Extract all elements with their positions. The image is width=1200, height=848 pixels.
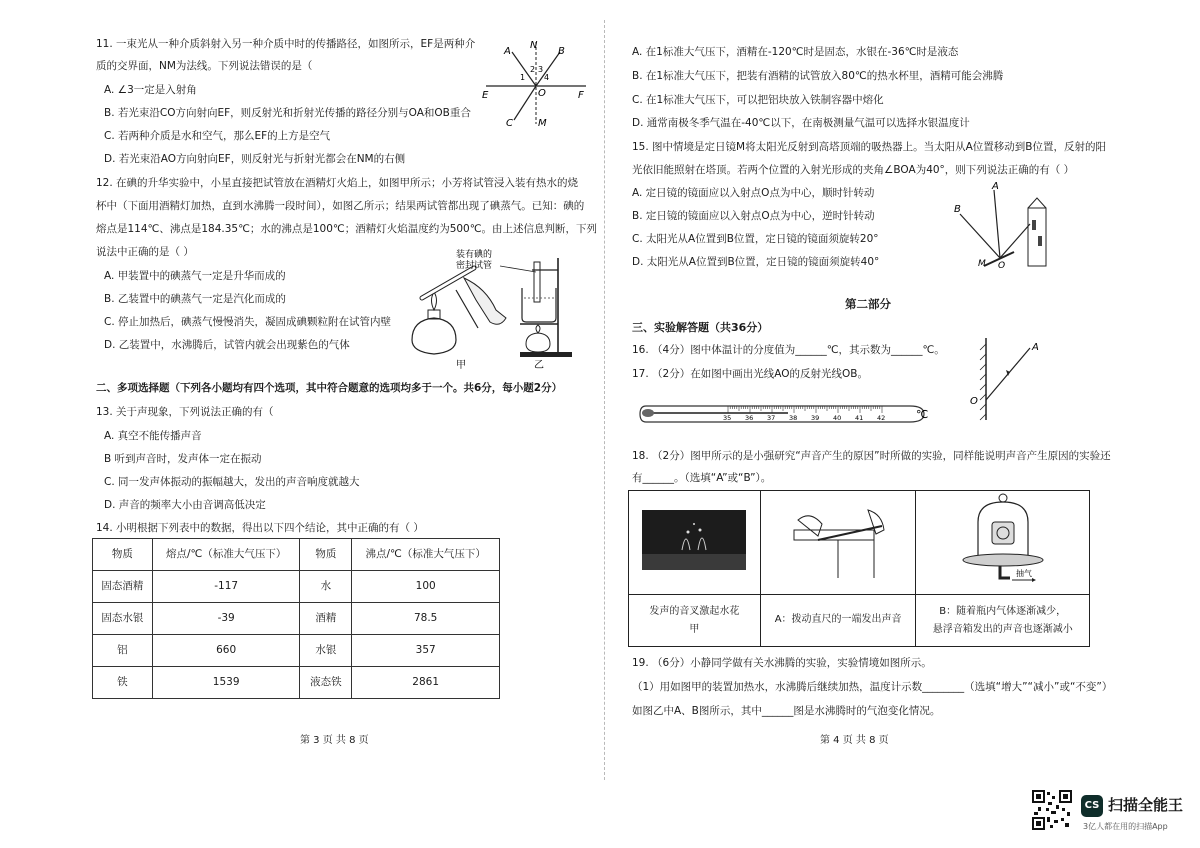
label-O: O	[970, 396, 978, 407]
part-2-title: 第二部分	[845, 297, 891, 311]
thermometer-tick-label: 39	[811, 414, 820, 422]
scanner-brand-name: 扫描全能王	[1108, 796, 1184, 814]
label-C: C	[506, 118, 513, 128]
thermometer-tick-label: 42	[877, 414, 886, 422]
q12-stem-4: 说法中正确的是（ ）	[96, 246, 194, 258]
cell: -39	[152, 603, 300, 635]
q12-stem-1: 12. 在碘的升华实验中，小星直接把试管放在酒精灯火焰上，如图甲所示；小芳将试管浸入装有热水的烧	[96, 177, 579, 189]
label-B: B	[558, 46, 565, 57]
header-substance-1: 物质	[93, 539, 153, 571]
q15-heliostat-figure	[944, 180, 1054, 272]
table-row	[93, 635, 500, 667]
section-2-heading: 二、多项选择题（下列各小题均有四个选项，其中符合题意的选项均多于一个。共6分，每小题2分）	[96, 382, 563, 394]
pump-label: 抽气	[1015, 569, 1032, 579]
q15-stem-2: 光依旧能照射在塔顶。若两个位置的入射光形成的夹角∠BOA为40°，则下列说法正确的有（ ）	[632, 164, 1075, 176]
q18-experiment-table	[628, 490, 1090, 647]
caption-jia	[629, 595, 761, 647]
header-melting-point: 熔点/℃（标准大气压下）	[152, 539, 300, 571]
table-row	[93, 603, 500, 635]
cell: 液态铁	[300, 667, 352, 699]
caption-a: A：拨动直尺的一端发出声音	[760, 595, 916, 647]
q11-stem-2: 质的交界面，NM为法线。下列说法错误的是（	[96, 60, 313, 72]
page-divider	[604, 20, 606, 780]
q15-stem-1: 15. 图中情境是定日镜M将太阳光反射到高塔顶端的吸热器上。当太阳从A位置移动到B位置，反射的阳	[632, 141, 1106, 153]
q11-option-d: D. 若光束沿AO方向射向EF，则反射光与折射光都会在NM的右侧	[104, 153, 406, 165]
label-A: A	[1032, 342, 1039, 353]
q19-text-2: （1）用如图甲的装置加热水，水沸腾后继续加热，温度计示数________（选填“增大”“减小”或“不变”）	[632, 681, 1113, 693]
figure-ruler	[760, 491, 916, 595]
q12-option-c: C. 停止加热后，碘蒸气慢慢消失，凝固成碘颗粒附在试管内壁	[104, 316, 392, 328]
scanner-tagline: 3亿人都在用的扫描App	[1083, 822, 1168, 831]
q16-text: 16. （4分）图中体温计的分度值为______℃，其示数为______℃。	[632, 344, 945, 356]
cell: 78.5	[352, 603, 500, 635]
q15-option-b: B. 定日镜的镜面应以入射点O点为中心，逆时针转动	[632, 210, 875, 222]
fig-note-2: 密封试管	[456, 261, 493, 271]
cell: 固态酒精	[93, 571, 153, 603]
header-boiling-point: 沸点/℃（标准大气压下）	[352, 539, 500, 571]
q11-option-a: A. ∠3一定是入射角	[104, 84, 197, 96]
cell: 660	[152, 635, 300, 667]
caption-b-line-1: B：随着瓶内气体逐渐减少，	[939, 605, 1067, 617]
angle-2: 2	[530, 65, 536, 74]
thermometer-tick-label: 35	[723, 414, 732, 422]
caption-b-line-2: 悬浮音箱发出的声音也逐渐减小	[932, 623, 1073, 635]
q12-stem-2: 杯中（下面用酒精灯加热，直到水沸腾一段时间），如图乙所示；结果两试管都出现了碘蒸气。已知：碘的	[96, 200, 585, 212]
section-3-heading: 三、实验解答题（共36分）	[632, 321, 769, 334]
q17-mirror-figure	[964, 334, 1054, 424]
q14-stem: 14. 小明根据下列表中的数据，得出以下四个结论，其中正确的有（ ）	[96, 522, 424, 534]
cell: 100	[352, 571, 500, 603]
cell: 铝	[93, 635, 153, 667]
label-O: O	[998, 261, 1006, 271]
q13-option-a: A. 真空不能传播声音	[104, 430, 202, 442]
caption-jia-line-2: 甲	[689, 623, 700, 635]
q13-stem: 13. 关于声现象，下列说法正确的有（	[96, 406, 274, 418]
q13-option-b: B 听到声音时，发声体一定在振动	[104, 453, 262, 465]
label-jia: 甲	[456, 360, 466, 371]
label-F: F	[578, 90, 584, 101]
q11-refraction-diagram	[478, 36, 588, 128]
cell: 水银	[300, 635, 352, 667]
caption-b	[916, 595, 1090, 647]
cell: 357	[352, 635, 500, 667]
q13-option-c: C. 同一发声体振动的振幅越大，发出的声音响度就越大	[104, 476, 360, 488]
thermometer-tick-label: 36	[745, 414, 754, 422]
figure-bell-jar	[916, 491, 1090, 595]
q14-option-c: C. 在1标准大气压下，可以把铝块放入铁制容器中熔化	[632, 94, 884, 106]
q15-option-c: C. 太阳光从A位置到B位置，定日镜的镜面须旋转20°	[632, 233, 879, 245]
q12-option-a: A. 甲装置中的碘蒸气一定是升华而成的	[104, 270, 286, 282]
clinical-thermometer	[638, 396, 938, 430]
label-N: N	[530, 40, 538, 51]
thermometer-tick-label: 41	[855, 414, 864, 422]
q18-text-1: 18. （2分）图甲所示的是小强研究“声音产生的原因”时所做的实验，同样能说明声音产生原因的实验还	[632, 450, 1111, 462]
tuning-fork-splash-image	[642, 510, 746, 570]
q15-option-d: D. 太阳光从A位置到B位置，定日镜的镜面须旋转40°	[632, 256, 880, 268]
angle-1: 1	[520, 73, 526, 82]
header-substance-2: 物质	[300, 539, 352, 571]
q11-option-c: C. 若两种介质是水和空气，那么EF的上方是空气	[104, 130, 331, 142]
q12-option-d: D. 乙装置中，水沸腾后，试管内就会出现紫色的气体	[104, 339, 350, 351]
q13-option-d: D. 声音的频率大小由音调高低决定	[104, 499, 266, 511]
fig-note-1: 装有碘的	[456, 250, 493, 260]
q11-option-b: B. 若光束沿CO方向射向EF，则反射光和折射光传播的路径分别与OA和OB重合	[104, 107, 471, 119]
page-footer-4: 第 4 页 共 8 页	[820, 735, 889, 746]
thermometer-tick-label: 38	[789, 414, 798, 422]
table-header-row	[93, 539, 500, 571]
q11-stem-1: 11. 一束光从一种介质斜射入另一种介质中时的传播路径，如图所示，EF是两种介	[96, 38, 476, 50]
label-A: A	[992, 181, 999, 192]
cell: 1539	[152, 667, 300, 699]
label-B: B	[954, 204, 961, 215]
cell: 2861	[352, 667, 500, 699]
page-footer-3: 第 3 页 共 8 页	[300, 735, 369, 746]
cell: 水	[300, 571, 352, 603]
bell-jar-vacuum-image	[948, 492, 1058, 588]
table-row	[93, 667, 500, 699]
q17-text: 17. （2分）在如图中画出光线AO的反射光线OB。	[632, 368, 868, 380]
table-row	[93, 571, 500, 603]
q15-option-a: A. 定日镜的镜面应以入射点O点为中心，顺时针转动	[632, 187, 875, 199]
caption-jia-line-1: 发声的音叉激起水花	[649, 605, 740, 617]
q12-stem-3: 熔点是114℃、沸点是184.35℃；水的沸点是100℃；酒精灯火焰温度约为500℃。由上述信息判断，下列	[96, 223, 598, 235]
q12-iodine-apparatus-figure	[404, 248, 580, 372]
label-M: M	[978, 259, 986, 269]
q19-text-1: 19. （6分）小静同学做有关水沸腾的实验，实验情境如图所示。	[632, 657, 932, 669]
photo-tuning-fork	[629, 491, 761, 595]
page-4	[608, 0, 1200, 848]
qr-code-icon	[1032, 790, 1072, 830]
ruler-on-desk-image	[788, 500, 888, 580]
cell: 固态水银	[93, 603, 153, 635]
q12-option-b: B. 乙装置中的碘蒸气一定是汽化而成的	[104, 293, 286, 305]
label-A: A	[504, 46, 511, 57]
q19-text-3: 如图乙中A、B图所示，其中______图是水沸腾时的气泡变化情况。	[632, 705, 941, 717]
camscanner-logo-icon: CS	[1081, 795, 1103, 817]
thermometer-unit: ℃	[916, 408, 929, 421]
label-E: E	[482, 90, 489, 101]
q14-data-table	[92, 538, 500, 699]
cell: 铁	[93, 667, 153, 699]
angle-3: 3	[538, 65, 544, 74]
thermometer-tick-label: 40	[833, 414, 842, 422]
label-M: M	[538, 118, 547, 128]
label-yi: 乙	[534, 360, 544, 371]
thermometer-tick-label: 37	[767, 414, 776, 422]
q18-text-2: 有______。（选填“A”或“B”）。	[632, 472, 772, 484]
thermometer-ticks	[723, 406, 885, 422]
q14-option-b: B. 在1标准大气压下，把装有酒精的试管放入80℃的热水杯里，酒精可能会沸腾	[632, 70, 1004, 82]
angle-4: 4	[544, 73, 550, 82]
cell: 酒精	[300, 603, 352, 635]
label-O: O	[538, 88, 546, 99]
q14-option-a: A. 在1标准大气压下，酒精在-120℃时是固态，水银在-36℃时是液态	[632, 46, 959, 58]
cell: -117	[152, 571, 300, 603]
q14-option-d: D. 通常南极冬季气温在-40℃以下，在南极测量气温可以选择水银温度计	[632, 117, 970, 129]
